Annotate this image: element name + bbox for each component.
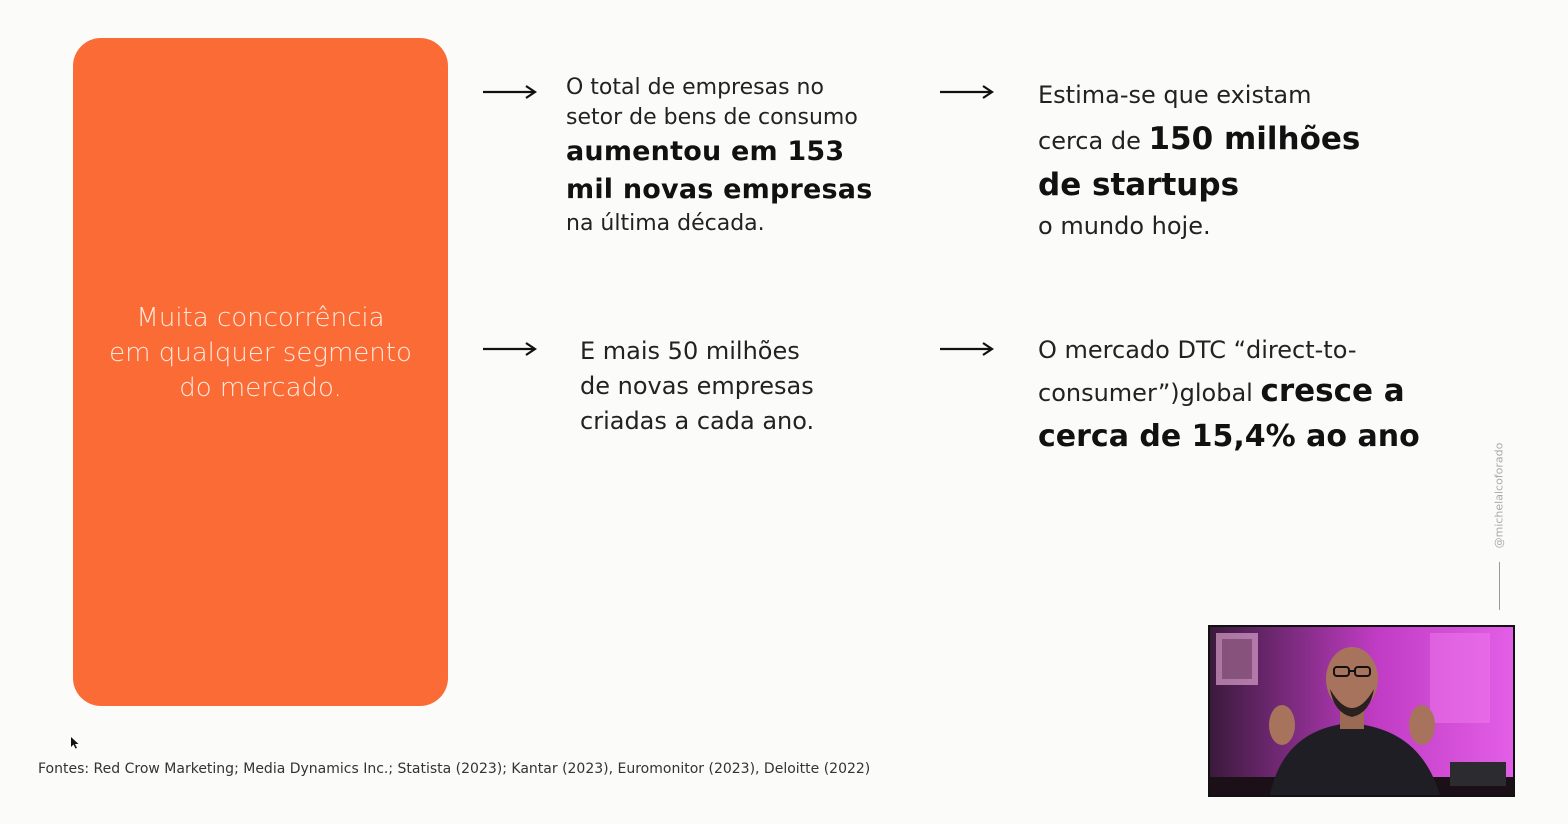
stat-text: E mais 50 milhões bbox=[580, 337, 800, 365]
webcam-video bbox=[1208, 625, 1515, 797]
sources-footnote: Fontes: Red Crow Marketing; Media Dynamics Inc.; Statista (2023); Kantar (2023), Euromonitor (2023), Deloitte (2022) bbox=[38, 761, 871, 777]
stat-text: consumer”)global bbox=[1038, 379, 1253, 407]
stat-text: Estima-se que existam bbox=[1038, 81, 1312, 109]
stat-text: criadas a cada ano. bbox=[580, 407, 815, 435]
arrow-right-icon bbox=[482, 341, 538, 357]
stat-text: cerca de bbox=[1038, 127, 1141, 155]
stat-text: setor de bens de consumo bbox=[566, 105, 858, 130]
arrow-right-icon bbox=[939, 341, 995, 357]
stat-highlight: cerca de 15,4% ao ano bbox=[1038, 419, 1420, 454]
stat-block-new-companies bbox=[580, 334, 814, 439]
divider bbox=[1499, 562, 1500, 610]
stat-text: O mercado DTC “direct-to- bbox=[1038, 336, 1357, 364]
card-line: em qualquer segmento bbox=[109, 337, 412, 368]
mouse-cursor-icon bbox=[71, 734, 79, 746]
arrow-right-icon bbox=[939, 84, 995, 100]
card-text bbox=[91, 301, 431, 406]
stat-highlight: 150 milhões bbox=[1148, 121, 1361, 157]
author-handle bbox=[1484, 440, 1514, 550]
card-line: Muita concorrência bbox=[136, 302, 385, 333]
stat-highlight: aumentou em 153 bbox=[566, 136, 845, 167]
highlight-card bbox=[73, 38, 448, 706]
stat-text: o mundo hoje. bbox=[1038, 212, 1211, 240]
stat-block-companies bbox=[566, 73, 872, 239]
stat-highlight: de startups bbox=[1038, 167, 1240, 203]
stat-text: na última década. bbox=[566, 211, 765, 236]
stat-highlight: cresce a bbox=[1260, 373, 1405, 409]
arrow-right-icon bbox=[482, 84, 538, 100]
author-handle-text: @michelalcoforado bbox=[1492, 442, 1506, 548]
stat-line bbox=[1038, 117, 1360, 163]
stat-highlight: mil novas empresas bbox=[566, 174, 873, 205]
stat-block-dtc bbox=[1038, 331, 1420, 459]
card-line: do mercado. bbox=[179, 372, 342, 403]
stat-text: de novas empresas bbox=[580, 372, 814, 400]
stat-block-startups bbox=[1038, 73, 1360, 245]
stat-line bbox=[1038, 369, 1420, 415]
stat-text: O total de empresas no bbox=[566, 75, 824, 100]
